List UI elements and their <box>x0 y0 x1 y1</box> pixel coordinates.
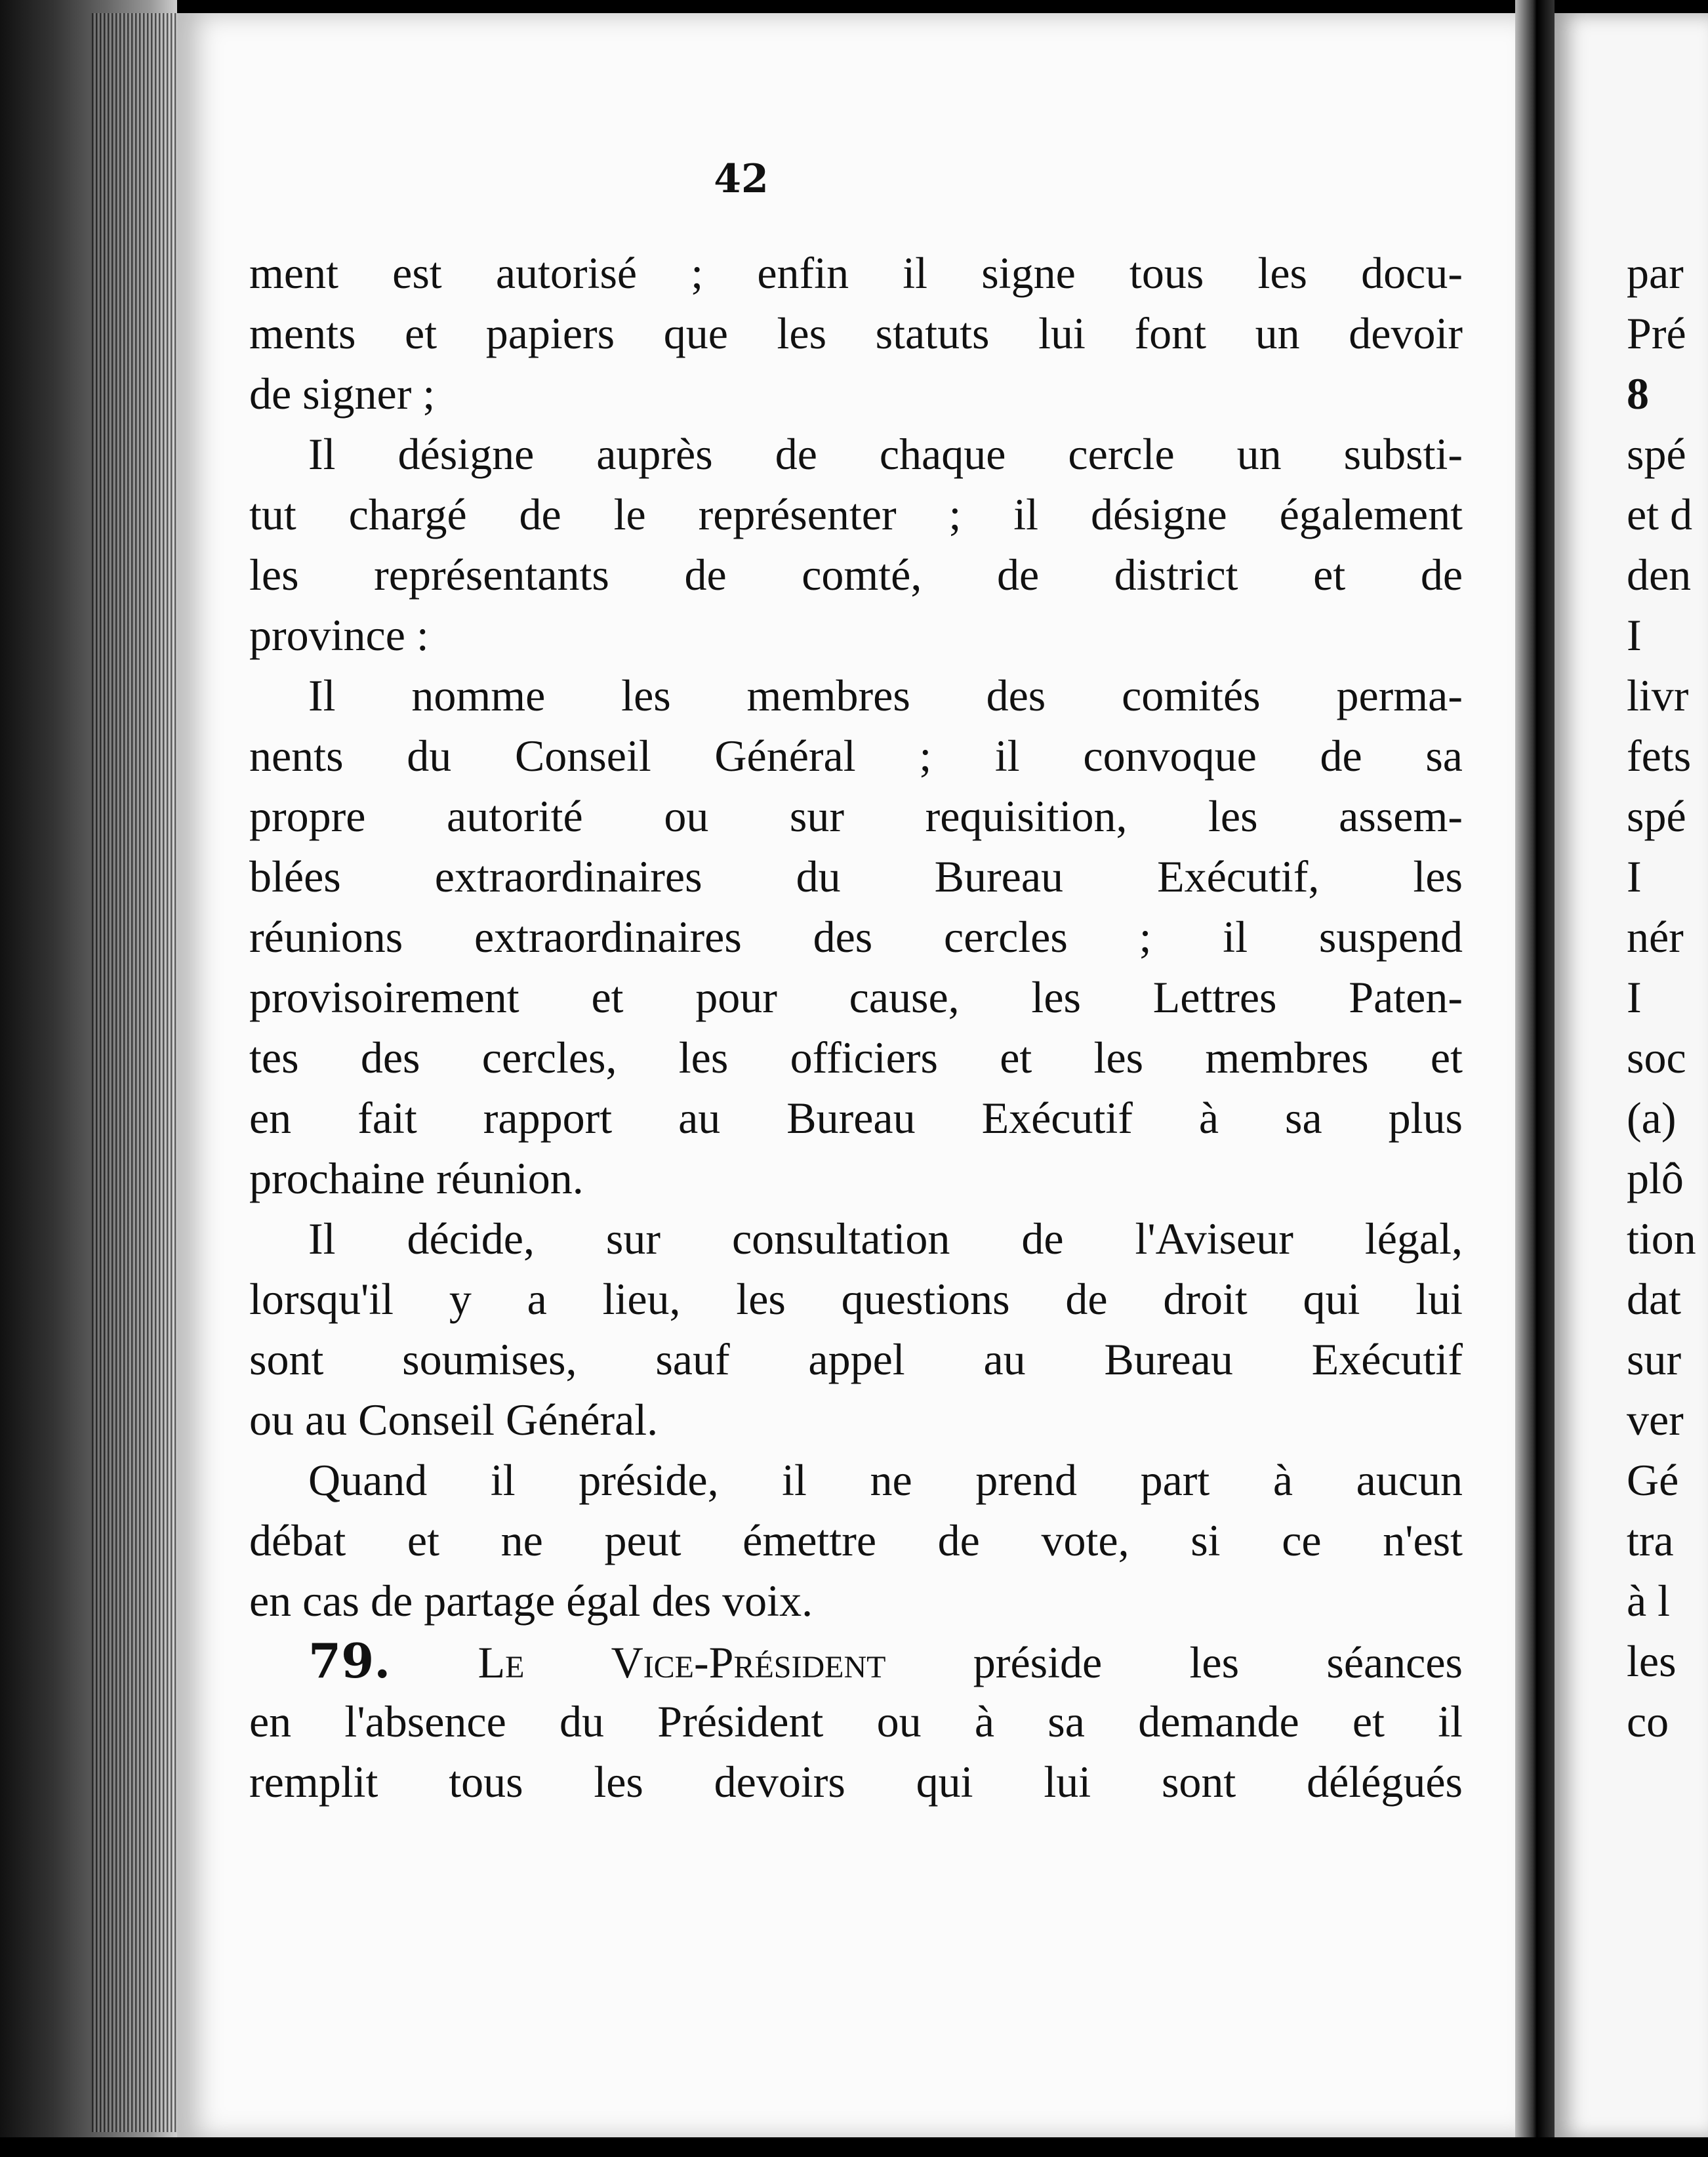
text-fragment: et d <box>1627 489 1693 539</box>
text-fragment: den <box>1627 550 1692 600</box>
text-line: ou au Conseil Général. <box>249 1395 659 1445</box>
text-line: nents du Conseil Général ; il convoque de sa <box>249 731 1463 781</box>
text-line: Il nomme les membres des comités perma- <box>308 670 1463 720</box>
text-line: en cas de partage égal des voix. <box>249 1576 813 1626</box>
text-fragment: Pré <box>1627 308 1686 358</box>
text-line: lorsqu'il y a lieu, les questions de droit qui lui <box>249 1274 1463 1324</box>
text-line: Il désigne auprès de chaque cercle un substi- <box>308 429 1463 479</box>
text-fragment: dat <box>1627 1274 1682 1324</box>
text-fragment: (a) <box>1627 1093 1677 1143</box>
text-fragment: livr <box>1627 670 1689 720</box>
text-line: en fait rapport au Bureau Exécutif à sa plus <box>249 1093 1463 1143</box>
scan-bottom-edge <box>0 2137 1708 2157</box>
page-gutter <box>1515 0 1555 2157</box>
article-heading-line <box>249 1631 1463 1691</box>
text-line: sont soumises, sauf appel au Bureau Exécutif <box>249 1334 1463 1384</box>
text-line: tes des cercles, les officiers et les membres et <box>249 1033 1463 1082</box>
text-line: prochaine réunion. <box>249 1153 584 1203</box>
page-body <box>249 243 1463 1812</box>
text-line: remplit tous les devoirs qui lui sont délégués <box>249 1757 1463 1807</box>
text-line: réunions extraordinaires des cercles ; il suspend <box>249 912 1463 962</box>
right-page-fragments <box>1627 243 1708 1752</box>
text-fragment: par <box>1627 248 1684 298</box>
text-fragment: tion <box>1627 1214 1696 1263</box>
text-fragment: I <box>1627 972 1642 1022</box>
text-fragment: fets <box>1627 731 1692 781</box>
text-line: propre autorité ou sur requisition, les assem- <box>249 791 1463 841</box>
text-line: province : <box>249 610 429 660</box>
text-fragment: I <box>1627 852 1642 901</box>
text-line: débat et ne peut émettre de vote, si ce n'est <box>249 1515 1463 1565</box>
text-fragment: Gé <box>1627 1455 1679 1505</box>
text-line: ments et papiers que les statuts lui font un devoir <box>249 308 1463 358</box>
page-number: 42 <box>714 156 769 202</box>
text-fragment: spé <box>1627 429 1686 479</box>
text-line: blées extraordinaires du Bureau Exécutif, les <box>249 852 1463 901</box>
text-fragment: les <box>1627 1636 1677 1686</box>
text-line: les représentants de comté, de district et de <box>249 550 1463 600</box>
page-edges <box>92 13 177 2132</box>
text-line: de signer ; <box>249 369 436 419</box>
text-fragment: préside les séances <box>973 1637 1463 1687</box>
text-line: provisoirement et pour cause, les Lettres Paten- <box>249 972 1463 1022</box>
text-fragment: sur <box>1627 1334 1682 1384</box>
article-title: Le Vice-Président <box>478 1637 886 1687</box>
text-fragment: tra <box>1627 1515 1674 1565</box>
text-fragment: co <box>1627 1696 1669 1746</box>
text-line: Quand il préside, il ne prend part à aucun <box>308 1455 1463 1505</box>
text-fragment: plô <box>1627 1153 1684 1203</box>
article-number: 79. <box>308 1633 391 1689</box>
text-line: ment est autorisé ; enfin il signe tous les docu- <box>249 248 1463 298</box>
text-fragment: à l <box>1627 1576 1671 1626</box>
text-fragment: 8 <box>1627 369 1649 419</box>
text-fragment: soc <box>1627 1033 1686 1082</box>
text-fragment: spé <box>1627 791 1686 841</box>
text-line: Il décide, sur consultation de l'Aviseur légal, <box>308 1214 1463 1263</box>
text-fragment: ver <box>1627 1395 1684 1445</box>
text-fragment: nér <box>1627 912 1684 962</box>
text-fragment: I <box>1627 610 1642 660</box>
text-line: en l'absence du Président ou à sa demande et il <box>249 1696 1463 1746</box>
text-line: tut chargé de le représenter ; il désigne également <box>249 489 1463 539</box>
